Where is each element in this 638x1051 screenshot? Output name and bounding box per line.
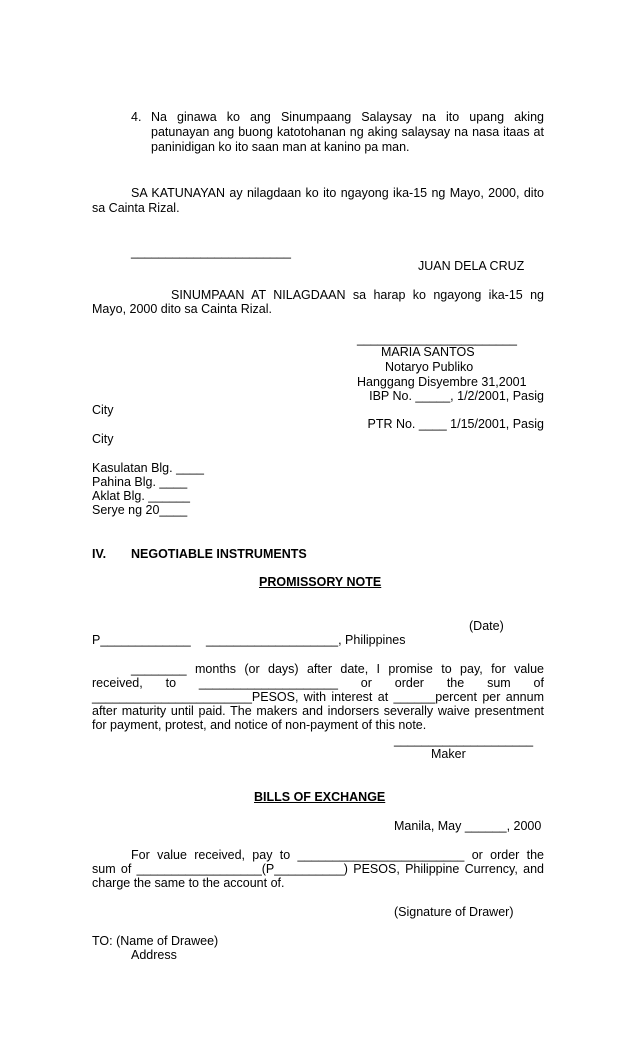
place-line: ___________________, Philippines	[206, 633, 406, 647]
affiant-name: JUAN DELA CRUZ	[418, 259, 525, 273]
witness-clause-line2: sa Cainta Rizal.	[92, 201, 180, 215]
doc-number: Kasulatan Blg. ____	[92, 461, 204, 475]
promissory-body-line5: for payment, protest, and notice of non-payment of this note.	[92, 718, 427, 732]
notary-signature-line: _______________________	[357, 332, 517, 346]
affidavit-item-4: Na ginawa ko ang Sinumpaang Salaysay na ito upang aking patunayan ang buong katotohanan ng aking salaysay na nasa itaas at paninidigan ko ito saan man at kanino pa man.	[151, 110, 544, 154]
bills-of-exchange-title: BILLS OF EXCHANGE	[254, 790, 386, 804]
promissory-body-line4: after maturity until paid. The makers and indorsers severally waive presentment	[92, 704, 544, 718]
notary-title: Notaryo Publiko	[385, 360, 474, 374]
promissory-note-title: PROMISSORY NOTE	[259, 575, 382, 589]
promissory-body-line1: ________ months (or days) after date, I promise to pay, for value	[131, 662, 544, 676]
ibp-city: City	[92, 403, 114, 417]
bill-body-line1: For value received, pay to ________________________ or order the	[131, 848, 544, 862]
jurat-line1: SINUMPAAN AT NILAGDAAN sa harap ko ngayong ika-15 ng	[171, 288, 544, 302]
drawee-label: TO: (Name of Drawee)	[92, 934, 219, 948]
bill-body-line3: charge the same to the account of.	[92, 876, 285, 890]
maker-signature-line: ____________________	[394, 733, 534, 747]
section-title: NEGOTIABLE INSTRUMENTS	[131, 547, 307, 561]
section-number: IV.	[92, 547, 107, 561]
ptr-line: PTR No. ____ 1/15/2001, Pasig	[367, 417, 544, 431]
ptr-city: City	[92, 432, 114, 446]
jurat-line2: Mayo, 2000 dito sa Cainta Rizal.	[92, 302, 272, 316]
witness-clause-line1: SA KATUNAYAN ay nilagdaan ko ito ngayong ika-15 ng Mayo, 2000, dito	[131, 186, 544, 200]
page-number: Pahina Blg. ____	[92, 475, 188, 489]
bill-body-line2: sum of __________________(P__________) PESOS, Philippine Currency, and	[92, 862, 544, 876]
place-date: Manila, May ______, 2000	[394, 819, 542, 833]
address-label: Address	[131, 948, 177, 962]
book-number: Aklat Blg. ______	[92, 489, 190, 503]
amount-blank: P_____________	[92, 633, 191, 647]
date-label: (Date)	[469, 619, 504, 633]
notary-name: MARIA SANTOS	[381, 345, 475, 359]
drawer-signature: (Signature of Drawer)	[394, 905, 514, 919]
series-year: Serye ng 20____	[92, 503, 188, 517]
affiant-signature-line: _______________________	[131, 245, 291, 259]
notary-commission: Hanggang Disyembre 31,2001	[357, 375, 527, 389]
promissory-body-line3: _______________________PESOS, with interest at ______percent per annum	[92, 690, 544, 704]
maker-label: Maker	[431, 747, 466, 761]
promissory-body-line2: received, to ____________________ or order the sum of	[92, 676, 544, 690]
ibp-line: IBP No. _____, 1/2/2001, Pasig	[369, 389, 544, 403]
item-number: 4.	[131, 110, 142, 124]
